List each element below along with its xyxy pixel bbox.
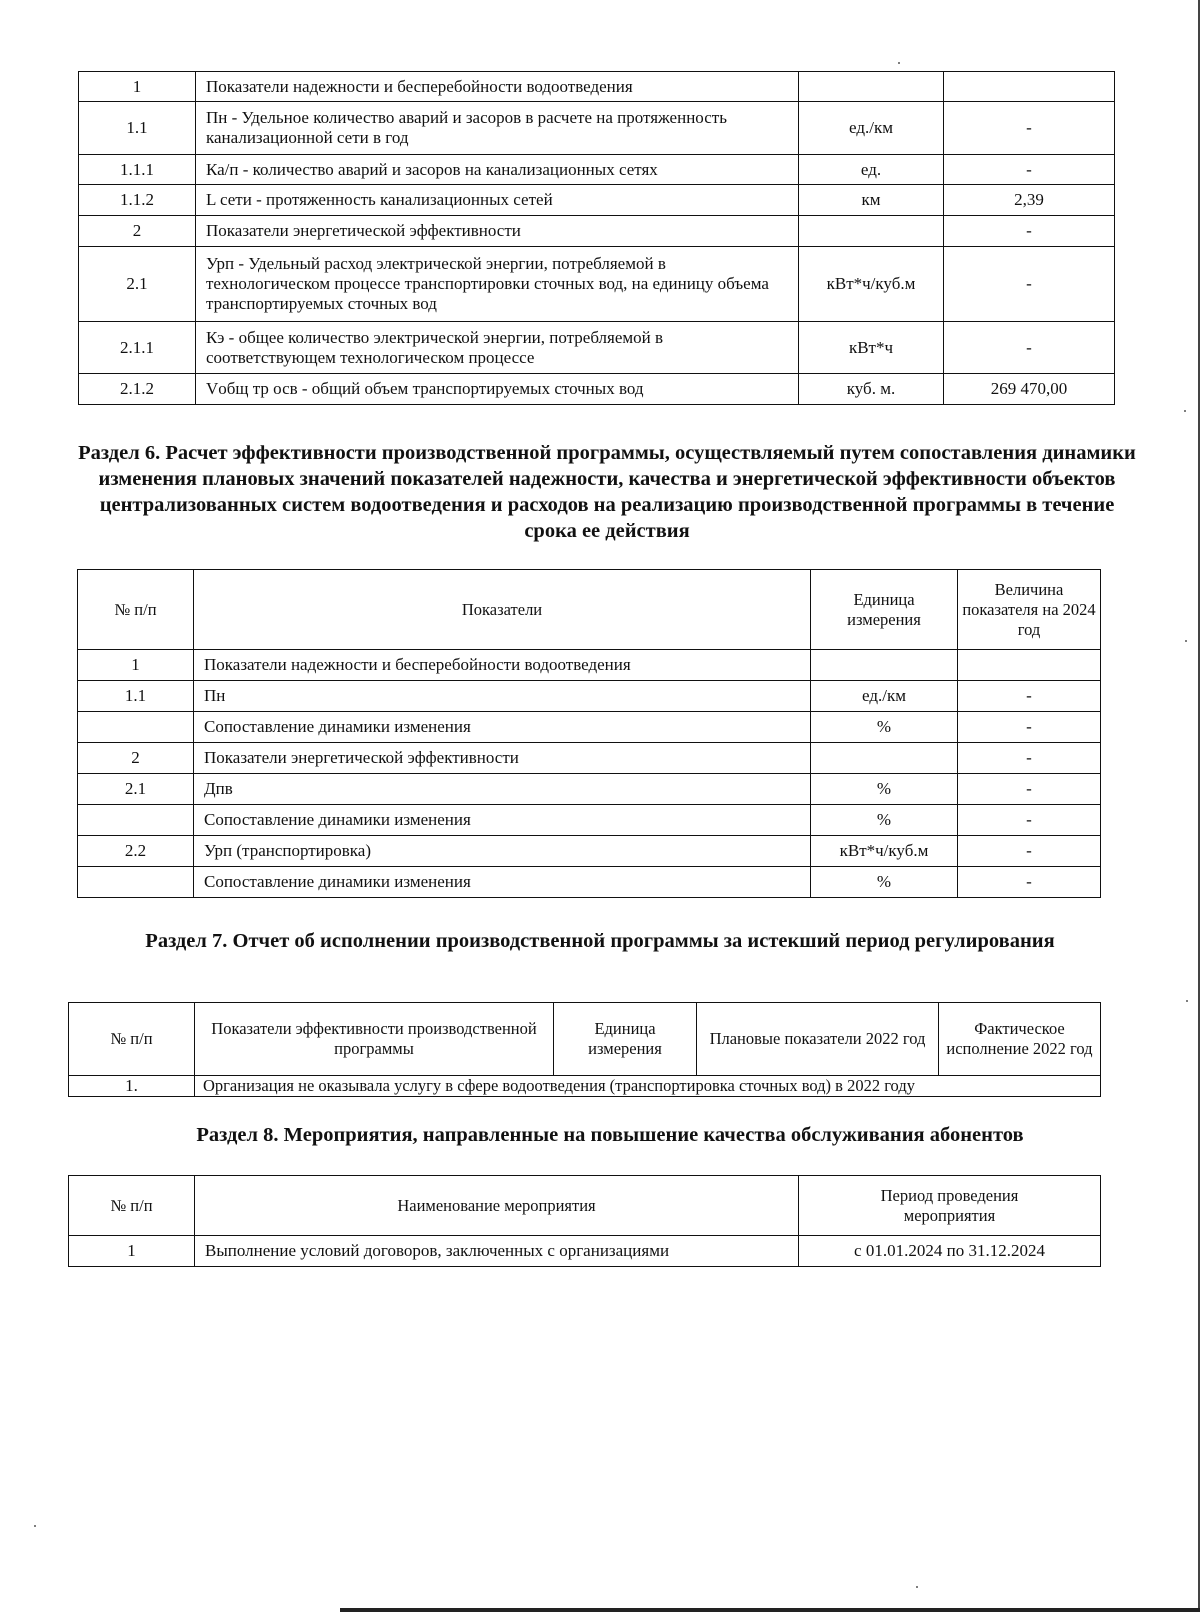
table-row [78, 774, 1101, 805]
measure-name: Выполнение условий договоров, заключенных с организациями [195, 1236, 799, 1267]
indicator-value: - [944, 155, 1115, 185]
column-header-period: Период проведения мероприятия [799, 1176, 1101, 1236]
row-number: 1.1.2 [79, 185, 196, 216]
indicator-unit: % [811, 805, 958, 836]
indicator-unit: % [811, 774, 958, 805]
indicator-unit: ед. [799, 155, 944, 185]
column-header-unit: Единица измерения [811, 570, 958, 650]
indicator-name: Урп (транспортировка) [194, 836, 811, 867]
indicator-name: Пн - Удельное количество аварий и засоров в расчете на протяженность канализационной сети в год [196, 102, 799, 155]
indicator-value: - [958, 681, 1101, 712]
column-header-indicators: Показатели эффективности производственной программы [195, 1003, 554, 1076]
row-number: 1.1.1 [79, 155, 196, 185]
scan-speck [1185, 640, 1187, 642]
scan-edge-bottom [340, 1608, 1200, 1612]
table-row [79, 102, 1115, 155]
table-row [69, 1236, 1101, 1267]
indicator-name: L сети - протяженность канализационных сетей [196, 185, 799, 216]
scan-speck [898, 62, 900, 64]
row-number: 2 [78, 743, 194, 774]
indicator-unit: кВт*ч [799, 322, 944, 374]
indicator-unit: куб. м. [799, 374, 944, 405]
section-6-heading: Раздел 6. Расчет эффективности производственной программы, осуществляемый путем сопоставления динамики изменения плановых значений показателей надежности, качества и энергетической эффективности объектов централизованных систем водоотведения и расходов на реализацию производственной программы в течение срока ее действия [78, 442, 1136, 542]
row-number: 2.2 [78, 836, 194, 867]
column-header-value: Величина показателя на 2024 год [958, 570, 1101, 650]
table-header-row [78, 570, 1101, 650]
table-row [78, 867, 1101, 898]
table-row [78, 712, 1101, 743]
service-measures-table [68, 1175, 1101, 1267]
table-header-row [69, 1003, 1101, 1076]
row-number: 2.1 [78, 774, 194, 805]
row-number: 2.1.1 [79, 322, 196, 374]
indicator-unit [799, 72, 944, 102]
column-header-unit: Единица измерения [554, 1003, 697, 1076]
table-row [79, 185, 1115, 216]
row-number: 1. [69, 1076, 195, 1097]
indicator-name: Показатели надежности и бесперебойности водоотведения [194, 650, 811, 681]
indicator-unit [799, 216, 944, 247]
column-header-fact: Фактическое исполнение 2022 год [939, 1003, 1101, 1076]
scan-speck [34, 1525, 36, 1527]
indicator-value: - [958, 774, 1101, 805]
indicator-name: Сопоставление динамики изменения [194, 867, 811, 898]
column-header-number: № п/п [78, 570, 194, 650]
indicator-value [944, 72, 1115, 102]
indicator-unit: кВт*ч/куб.м [799, 247, 944, 322]
row-number: 2 [79, 216, 196, 247]
indicator-unit [811, 650, 958, 681]
indicator-name: Vобщ тр осв - общий объем транспортируемых сточных вод [196, 374, 799, 405]
table-row [79, 247, 1115, 322]
report-note: Организация не оказывала услугу в сфере водоотведения (транспортировка сточных вод) в 2022 году [195, 1076, 1101, 1097]
indicator-unit: % [811, 867, 958, 898]
indicator-name: Пн [194, 681, 811, 712]
indicator-value: 2,39 [944, 185, 1115, 216]
indicator-name: Показатели энергетической эффективности [194, 743, 811, 774]
row-number: 1 [69, 1236, 195, 1267]
column-header-indicators: Показатели [194, 570, 811, 650]
row-number [78, 805, 194, 836]
row-number: 2.1 [79, 247, 196, 322]
column-header-measure-name: Наименование мероприятия [195, 1176, 799, 1236]
indicator-value: - [944, 216, 1115, 247]
table-row [79, 216, 1115, 247]
row-number [78, 867, 194, 898]
indicator-unit: % [811, 712, 958, 743]
row-number: 2.1.2 [79, 374, 196, 405]
indicator-unit: ед./км [811, 681, 958, 712]
indicator-unit: ед./км [799, 102, 944, 155]
indicator-name: Дпв [194, 774, 811, 805]
table-row [78, 805, 1101, 836]
indicator-unit [811, 743, 958, 774]
indicator-value: - [944, 247, 1115, 322]
table-row [79, 374, 1115, 405]
table-row [78, 743, 1101, 774]
table-header-row [69, 1176, 1101, 1236]
table-row [79, 155, 1115, 185]
indicator-value: 269 470,00 [944, 374, 1115, 405]
scan-speck [1184, 410, 1186, 412]
column-header-number: № п/п [69, 1176, 195, 1236]
table-row [78, 650, 1101, 681]
indicator-value: - [958, 867, 1101, 898]
table-row [69, 1076, 1101, 1097]
section-7-heading: Раздел 7. Отчет об исполнении производственной программы за истекший период регулирования [145, 930, 1055, 952]
indicator-name: Сопоставление динамики изменения [194, 805, 811, 836]
indicator-name: Сопоставление динамики изменения [194, 712, 811, 743]
indicator-name: Ка/п - количество аварий и засоров на канализационных сетях [196, 155, 799, 185]
efficiency-table [77, 569, 1101, 898]
indicator-value: - [958, 712, 1101, 743]
indicator-value [958, 650, 1101, 681]
indicator-name: Кэ - общее количество электрической энергии, потребляемой в соответствующем технологическом процессе [196, 322, 799, 374]
table-row [78, 836, 1101, 867]
column-header-plan: Плановые показатели 2022 год [697, 1003, 939, 1076]
row-number: 1.1 [78, 681, 194, 712]
indicator-unit: кВт*ч/куб.м [811, 836, 958, 867]
indicator-name: Урп - Удельный расход электрической энергии, потребляемой в технологическом процессе транспортировки сточных вод, на единицу объема транспортируемых сточных вод [196, 247, 799, 322]
row-number: 1 [79, 72, 196, 102]
indicator-value: - [958, 836, 1101, 867]
row-number: 1.1 [79, 102, 196, 155]
section-8-heading: Раздел 8. Мероприятия, направленные на повышение качества обслуживания абонентов [196, 1124, 1024, 1146]
column-header-number: № п/п [69, 1003, 195, 1076]
indicator-value: - [944, 322, 1115, 374]
program-report-table [68, 1002, 1101, 1097]
indicator-value: - [958, 743, 1101, 774]
indicator-value: - [958, 805, 1101, 836]
row-number [78, 712, 194, 743]
table-row [79, 72, 1115, 102]
row-number: 1 [78, 650, 194, 681]
measure-period: с 01.01.2024 по 31.12.2024 [799, 1236, 1101, 1267]
scan-speck [1186, 1000, 1188, 1002]
indicator-name: Показатели энергетической эффективности [196, 216, 799, 247]
indicator-unit: км [799, 185, 944, 216]
indicator-name: Показатели надежности и бесперебойности водоотведения [196, 72, 799, 102]
table-row [78, 681, 1101, 712]
indicators-table [78, 71, 1115, 405]
indicator-value: - [944, 102, 1115, 155]
table-row [79, 322, 1115, 374]
scan-speck [916, 1586, 918, 1588]
